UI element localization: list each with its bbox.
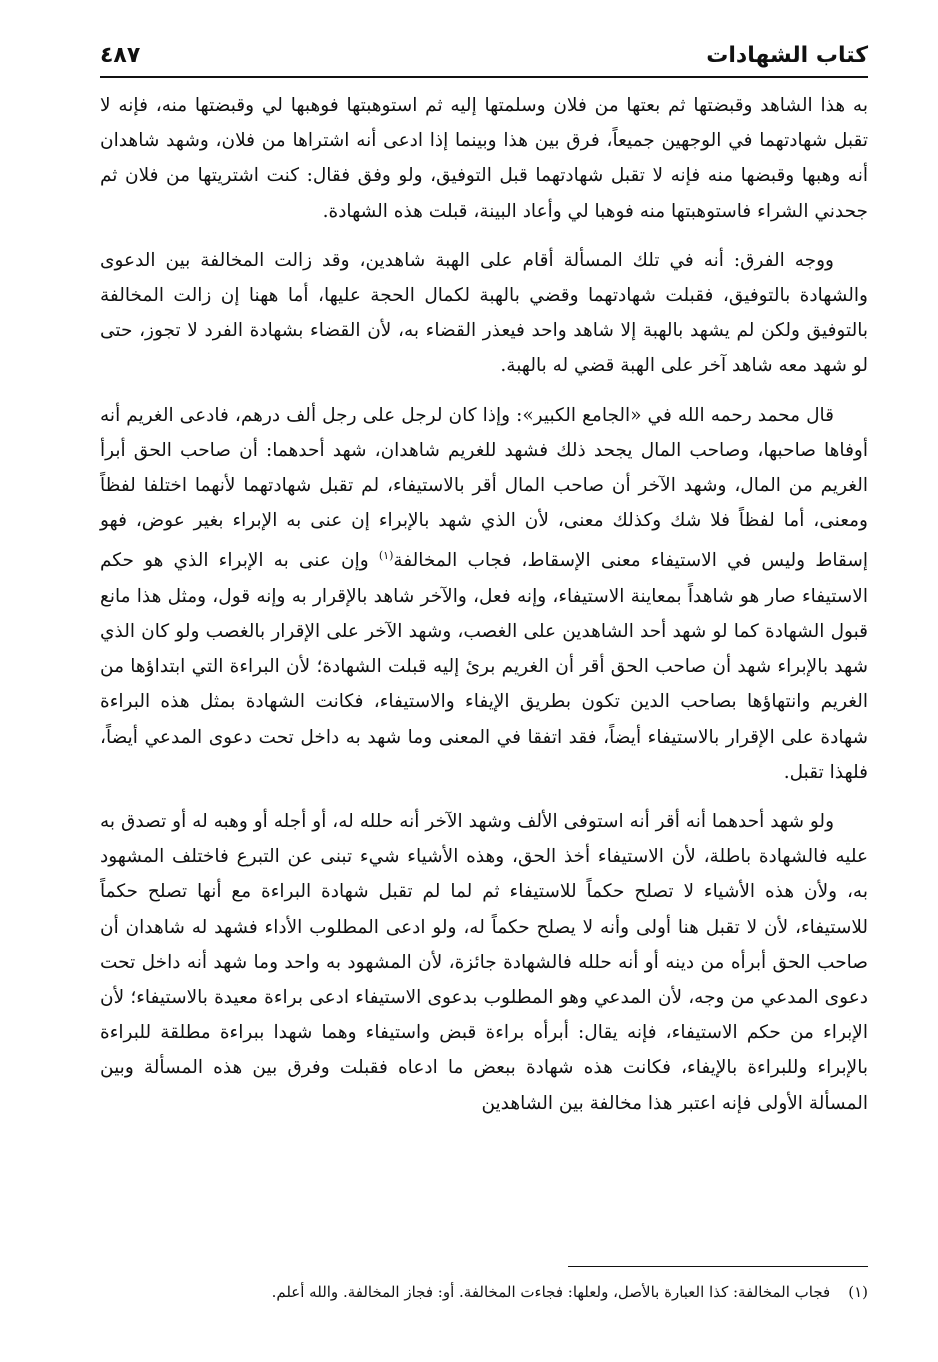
page-header [100,28,868,68]
footnote [100,1280,868,1304]
book-page [100,0,868,1362]
footnote-number: (١) [848,1283,868,1301]
paragraph: ووجه الفرق: أنه في تلك المسألة أقام على الهبة شاهدين، وقد زالت المخالفة بين الدعوى والشهادة بالتوفيق، فقبلت شهادتهما وقضي بالهبة لكمال الحجة عليها، أما ههنا إن زالت المخالفة بالتوفيق ولكن لم يشهد بالهبة إلا شاهد واحد فيعذر القضاء به، لأن القضاء بشهادة الفرد لا تجوز، حتى لو شهد معه شاهد آخر على الهبة قضي له بالهبة. [100,249,868,377]
paragraph: به هذا الشاهد وقبضتها ثم بعتها من فلان وسلمتها إليه ثم استوهبتها فوهبها لي وقبضتها منه، فإنه لا تقبل شهادتهما في الوجهين جميعاً، فرق بين هذا وبينما إذا ادعى أنه اشتراها من فلان، وشهد شاهدان أنه وهبها وقبضها منه فإنه لا تقبل شهادتهما قبل التوفيق، ولو وفق فقال: كنت اشتريتها من فلان ثم جحدني الشراء فاستوهبتها منه فوهبا لي وأعاد البينة، قبلت هذه الشهادة. [100,95,868,222]
page-number: ٤٨٧ [100,43,141,68]
paragraph: ولو شهد أحدهما أنه أقر أنه استوفى الألف وشهد الآخر أنه حلله له، أو أجله أو وهبه له أو تصدق به عليه فالشهادة باطلة، لأن الاستيفاء أخذ الحق، وهذه الأشياء شيء تبنى عن التبرع فاختلف المشهود به، ولأن هذه الأشياء لا تصلح حكماً للاستيفاء ثم لما لم تقبل شهادة البراءة مع أنها تصلح حكماً للاستيفاء، لأن لا تقبل هنا أولى وأنه لا يصلح حكماً له، ولو ادعى المطلوب الأداء فشهد له شاهدان أن صاحب الحق أبرأه من دينه أو أنه حلله فالشهادة جائزة، لأن المشهود به واحد وما شهد أنه داخل تحت دعوى المدعي من وجه، لأن المدعي وهو المطلوب بدعوى الاستيفاء ادعى براءة معيدة بالاستيفاء؛ لأن الإبراء من حكم الاستيفاء، فإنه يقال: أبرأه براءة قبض واستيفاء وهما شهدا ببراءة مطلقة للبراءة بالإبراء وللبراءة بالإيفاء، فكانت هذه شهادة ببعض ما ادعاه فقبلت وفرق بين هذه المسألة وبين المسألة الأولى فإنه اعتبر هذا مخالفة بين الشاهدين [100,811,869,1114]
footnote-rule [568,1266,868,1267]
footnote-reference: (١) [378,549,394,563]
header-rule [100,76,868,78]
paragraph [100,398,868,790]
body-text [100,88,868,1135]
running-title: كتاب الشهادات [706,43,868,68]
footnote-text: فجاب المخالفة: كذا العبارة بالأصل، ولعلها: فجاءت المخالفة. أو: فجاز المخالفة. والله أعلم. [271,1283,831,1301]
paragraph-text: وإن عنى به الإبراء الذي هو حكم الاستيفاء صار هو شاهداً بمعاينة الاستيفاء، وإنه فعل، والآخر شاهد بالإقرار به وإنه قول، ومثل هذا مانع قبول الشهادة كما لو شهد أحد الشاهدين على الغصب، وشهد الآخر على الإقرار بالغصب ولو كان الذي شهد بالإبراء شهد أن صاحب الحق أقر أن الغريم برئ إليه قبلت الشهادة؛ لأن البراءة التي ابتداؤها من الغريم وانتهاؤها بصاحب الدين تكون بطريق الإيفاء والاستيفاء، فكانت الشهادة بمثل هذه البراءة شهادة على الإقرار بالاستيفاء أيضاً، فقد اتفقا في المعنى وما شهد به داخل تحت دعوى المدعي أيضاً، فلهذا تقبل. [100,550,868,783]
paragraph-text: قال محمد رحمه الله في «الجامع الكبير»: وإذا كان لرجل على رجل ألف درهم، فادعى الغريم أنه أوفاها صاحبها، وصاحب المال يجحد ذلك فشهد للغريم شاهدان، شهد أحدهما: أن صاحب الحق أبرأ الغريم من المال، وشهد الآخر أن صاحب المال أقر بالاستيفاء، لم تقبل شهادتهما لأنهما اختلفا لفظاً ومعنى، أما لفظاً فلا شك وكذلك معنى، لأن الذي شهد بالإبراء إن عنى به الإبراء بغير عوض، فهو إسقاط وليس في الاستيفاء معنى الإسقاط، فجاب المخالفة [100,404,868,572]
